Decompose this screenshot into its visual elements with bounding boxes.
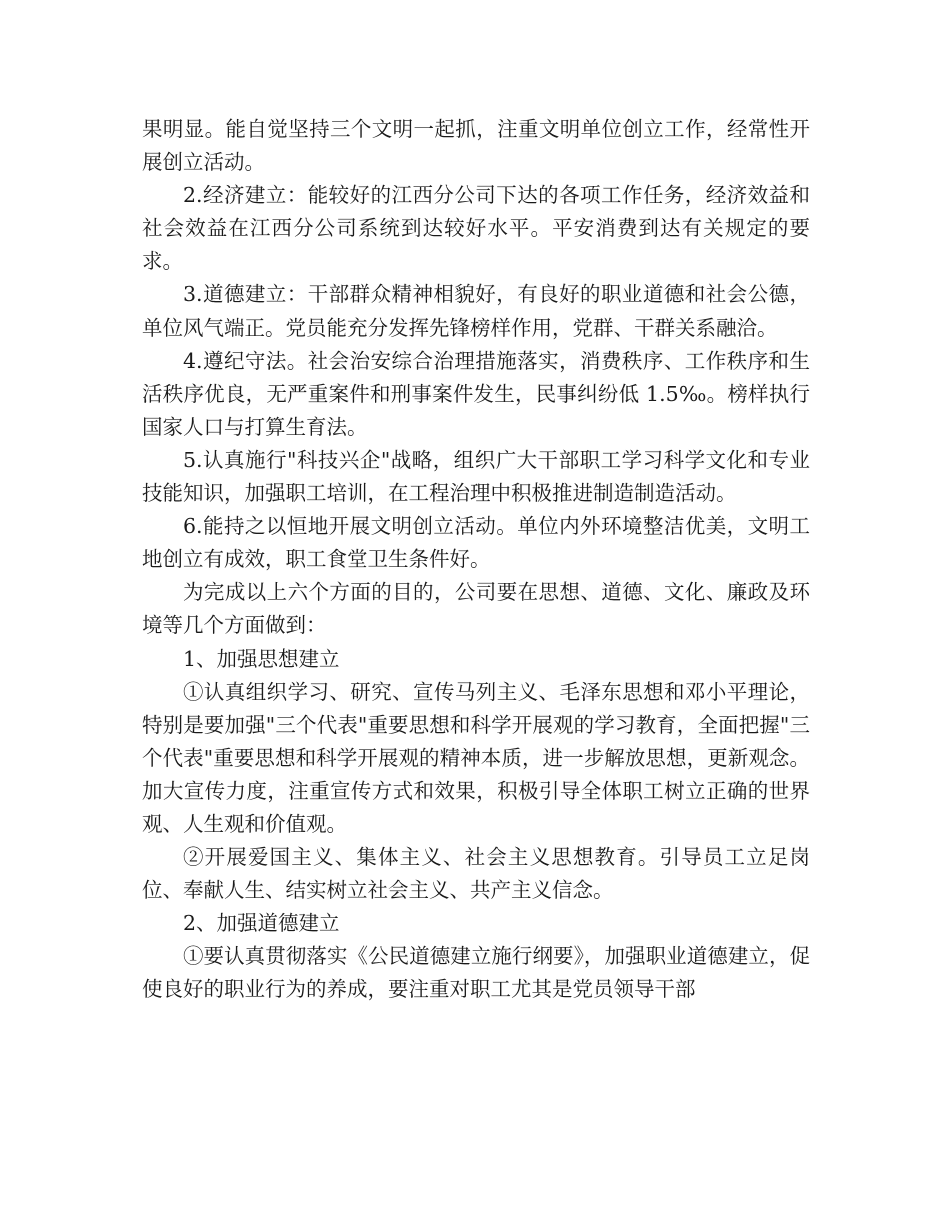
paragraph-economic: 2.经济建立：能较好的江西分公司下达的各项工作任务，经济效益和社会效益在江西分公司系统到达较好水平。平安消费到达有关规定的要求。: [142, 183, 810, 274]
document-page: [142, 113, 810, 1007]
paragraph-goals: 为完成以上六个方面的目的，公司要在思想、道德、文化、廉政及环境等几个方面做到：: [142, 580, 810, 638]
paragraph-1: 果明显。能自觉坚持三个文明一起抓，注重文明单位创立工作，经常性开展创立活动。: [142, 117, 810, 175]
paragraph-thought-2: ②开展爱国主义、集体主义、社会主义思想教育。引导员工立足岗位、奉献人生、结实树立社会主义、共产主义信念。: [142, 845, 810, 903]
paragraph-moral: 3.道德建立：干部群众精神相貌好，有良好的职业道德和社会公德，单位风气端正。党员能充分发挥先锋榜样作用，党群、干群关系融洽。: [142, 282, 810, 340]
paragraph-law: 4.遵纪守法。社会治安综合治理措施落实，消费秩序、工作秩序和生活秩序优良，无严重案件和刑事案件发生，民事纠纷低 1.5‰。榜样执行国家人口与打算生育法。: [142, 348, 810, 439]
paragraph-moral-1: ①要认真贯彻落实《公民道德建立施行纲要》，加强职业道德建立，促使良好的职业行为的养成，要注重对职工尤其是党员领导干部: [142, 944, 810, 1002]
paragraph-civilization: 6.能持之以恒地开展文明创立活动。单位内外环境整洁优美，文明工地创立有成效，职工食堂卫生条件好。: [142, 514, 810, 572]
section-heading-moral: 2、加强道德建立: [183, 911, 340, 936]
section-heading-thought: 1、加强思想建立: [183, 646, 340, 671]
paragraph-technology: 5.认真施行"科技兴企"战略，组织广大干部职工学习科学文化和专业技能知识，加强职工培训，在工程治理中积极推进制造制造活动。: [142, 447, 810, 506]
paragraph-thought-1: ①认真组织学习、研究、宣传马列主义、毛泽东思想和邓小平理论，特别是要加强"三个代表"重要思想和科学开展观的学习教育，全面把握"三个代表"重要思想和科学开展观的精神本质，进一步解放思想，更新观念。加大宣传力度，注重宣传方式和效果，积极引导全体职工树立正确的世界观、人生观和价值观。: [142, 679, 810, 836]
